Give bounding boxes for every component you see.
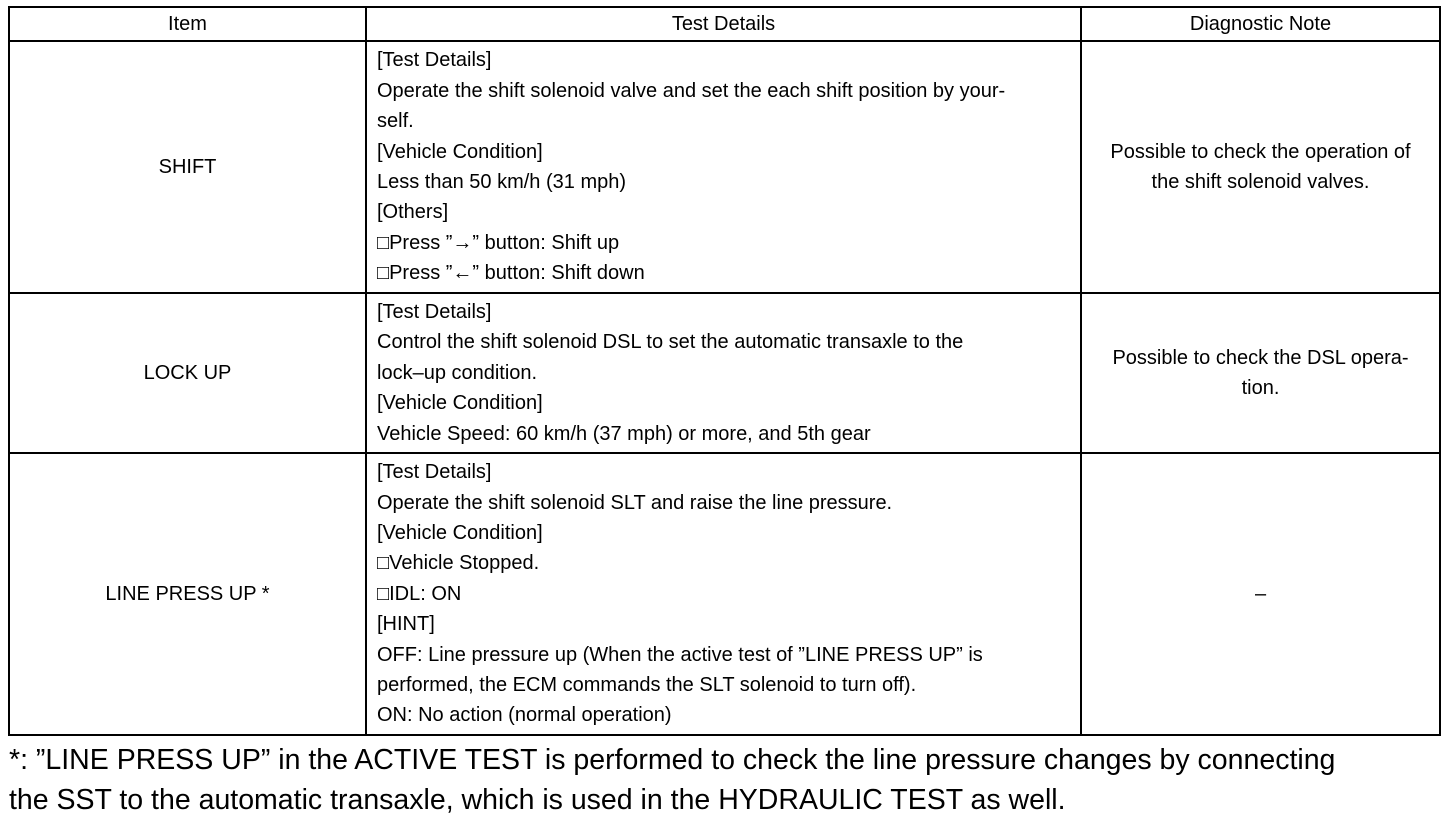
table-row-lock-up [9,293,1440,453]
detail-line: □Vehicle Stopped. [377,552,540,575]
footnote-line: the SST to the automatic transaxle, which is used in the HYDRAULIC TEST as well. [9,784,1066,816]
detail-line: Vehicle Speed: 60 km/h (37 mph) or more, and 5th gear [377,422,871,445]
detail-line: [Vehicle Condition] [377,140,543,163]
header-diagnostic-note: Diagnostic Note [1081,7,1440,41]
detail-line: [HINT] [377,613,435,636]
item-cell: LOCK UP [9,293,366,453]
detail-line: self. [377,110,414,133]
header-test-details: Test Details [366,7,1081,41]
item-cell: SHIFT [9,41,366,293]
diagnostic-note-cell [1081,293,1440,453]
note-line: Possible to check the operation of [1110,140,1411,163]
detail-line: Less than 50 km/h (31 mph) [377,171,627,193]
table-row-line-press-up [9,453,1440,735]
note-line: tion. [1241,377,1280,399]
table-header-row [9,7,1440,41]
test-details-cell [366,41,1081,293]
diagnostic-note-cell [1081,41,1440,293]
detail-line: lock–up condition. [377,361,538,384]
detail-line: [Test Details] [377,49,492,72]
table-row-shift [9,41,1440,293]
note-line: – [1254,582,1267,605]
detail-line: performed, the ECM commands the SLT solenoid to turn off). [377,674,917,697]
detail-line: [Vehicle Condition] [377,392,543,415]
note-line: Possible to check the DSL opera- [1112,346,1409,369]
detail-line: □Press ”→” button: Shift up [377,231,620,254]
detail-line: [Others] [377,201,449,224]
detail-line: Operate the shift solenoid SLT and raise the line pressure. [377,491,893,514]
footnote [9,740,1449,820]
test-details-cell [366,293,1081,453]
detail-line: □IDL: ON [377,582,462,605]
detail-line: □Press ”←” button: Shift down [377,262,645,285]
detail-line: [Test Details] [377,300,492,323]
detail-line: Operate the shift solenoid valve and set the each shift position by your- [377,79,1006,102]
active-test-table [8,6,1441,736]
detail-line: OFF: Line pressure up (When the active test of ”LINE PRESS UP” is [377,643,983,666]
footnote-line: *: ”LINE PRESS UP” in the ACTIVE TEST is performed to check the line pressure changes by connecting [9,744,1336,776]
detail-line: ON: No action (normal operation) [377,704,672,727]
test-details-cell [366,453,1081,735]
diagnostic-note-cell [1081,453,1440,735]
note-line: the shift solenoid valves. [1151,171,1370,193]
header-item: Item [9,7,366,41]
detail-line: Control the shift solenoid DSL to set the automatic transaxle to the [377,331,964,354]
detail-line: [Vehicle Condition] [377,521,543,544]
item-cell: LINE PRESS UP * [9,453,366,735]
detail-line: [Test Details] [377,461,492,484]
